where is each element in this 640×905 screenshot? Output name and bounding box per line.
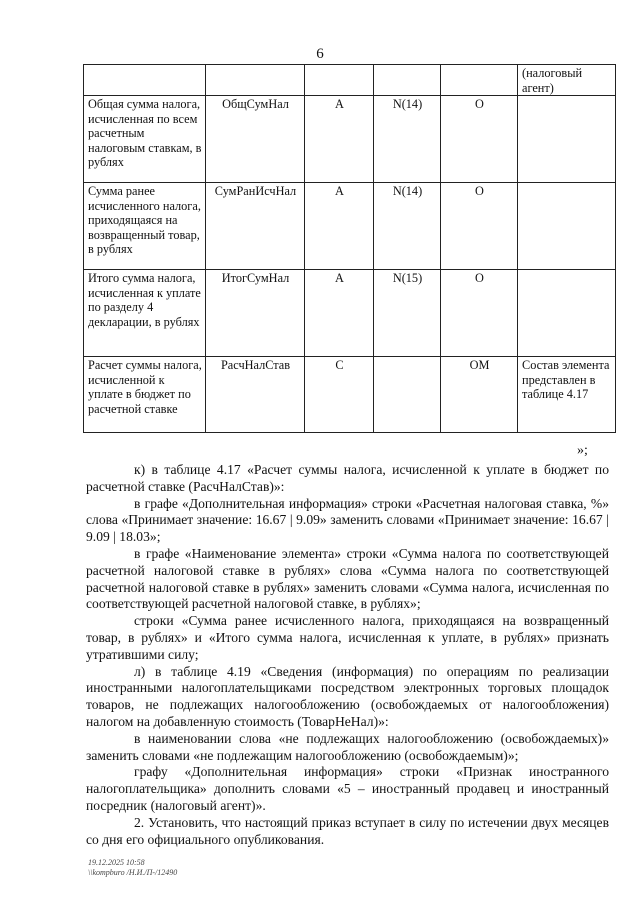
cell-additional-info: Состав элемента представлен в таблице 4.17: [518, 357, 616, 433]
cell-element-type: А: [305, 183, 374, 270]
cell-element-format: N(14): [374, 183, 441, 270]
cell-element-type: А: [305, 270, 374, 357]
cell-element-format: [374, 65, 441, 96]
cell-element-name: Общая сумма налога, исчисленная по всем расчетным налоговым ставкам, в рублях: [84, 96, 206, 183]
cell-additional-info: [518, 96, 616, 183]
cell-element-format: [374, 357, 441, 433]
cell-element-required: ОМ: [441, 357, 518, 433]
cell-element-format: N(15): [374, 270, 441, 357]
paragraph-k-rate: в графе «Дополнительная информация» строки «Расчетная налоговая ставка, %» слова «Принимает значение: 16.67 | 9.09» заменить словами «Принимает значение: 16.67 | 9.09 | 18.03»;: [86, 495, 609, 545]
paragraph-k-repeal: строки «Сумма ранее исчисленного налога, приходящаяся на возвращенный товар, в рублях» и «Итого сумма налога, исчисленная к уплате, в рублях» признать утратившими силу;: [86, 613, 609, 662]
footer-timestamp: 19.12.2025 10:58: [88, 858, 145, 867]
cell-additional-info: (налоговый агент): [518, 65, 616, 96]
table-body: [84, 65, 616, 433]
table-row: [84, 183, 616, 270]
cell-element-format: N(14): [374, 96, 441, 183]
table-row: [84, 270, 616, 357]
cell-element-code: ОбщСумНал: [206, 96, 305, 183]
amendment-text: [86, 462, 609, 848]
cell-element-code: ИтогСумНал: [206, 270, 305, 357]
cell-element-code: РасчНалСтав: [206, 357, 305, 433]
cell-element-required: О: [441, 270, 518, 357]
cell-additional-info: [518, 183, 616, 270]
table-row: [84, 357, 616, 433]
paragraph-l-info: графу «Дополнительная информация» строки «Признак иностранного налогоплательщика» дополнить словами «5 – иностранный продавец и иностранный посредник (налоговый агент)».: [86, 764, 609, 813]
cell-element-name: Расчет суммы налога, исчисленной к уплате в бюджет по расчетной ставке: [84, 357, 206, 433]
cell-element-type: [305, 65, 374, 96]
cell-element-required: О: [441, 96, 518, 183]
cell-element-required: О: [441, 183, 518, 270]
cell-element-name: Сумма ранее исчисленного налога, приходящаяся на возвращенный товар, в рублях: [84, 183, 206, 270]
paragraph-k-name: в графе «Наименование элемента» строки «Сумма налога по соответствующей расчетной налоговой ставке в рублях» слова «Сумма налога по соответствующей расчетной налоговой ставке в рублях» заменить словами «Сумма налога, исчисленная по соответствующей расчетной налоговой ставке, в рублях»;: [86, 545, 609, 612]
table-closing-mark: »;: [577, 443, 588, 458]
document-footer: [88, 858, 177, 878]
footer-path: \\kompburo /Н.И./П-/12490: [88, 868, 178, 877]
cell-element-required: [441, 65, 518, 96]
table-row: [84, 65, 616, 96]
table-row: [84, 96, 616, 183]
paragraph-k: к) в таблице 4.17 «Расчет суммы налога, исчисленной к уплате в бюджет по расчетной ставке (РасчНалСтав)»:: [86, 462, 609, 494]
page-number: 6: [316, 46, 324, 62]
cell-element-type: С: [305, 357, 374, 433]
cell-element-code: [206, 65, 305, 96]
cell-element-type: А: [305, 96, 374, 183]
element-table: [83, 64, 616, 433]
paragraph-l: л) в таблице 4.19 «Сведения (информация) по операциям по реализации иностранными налогоплательщиками посредством электронных торговых площадок товаров, не подлежащих налогообложению (освобождаемых от налогообложения) налогом на добавленную стоимость (ТоварНеНал)»:: [86, 663, 609, 729]
cell-element-name: [84, 65, 206, 96]
paragraph-2-effective: 2. Установить, что настоящий приказ вступает в силу по истечении двух месяцев со дня его официального опубликования.: [86, 814, 609, 847]
cell-additional-info: [518, 270, 616, 357]
paragraph-l-title: в наименовании слова «не подлежащих налогообложению (освобождаемых)» заменить словами «не подлежащим налогообложению (освобождаемым)»;: [86, 730, 609, 763]
cell-element-code: СумРанИсчНал: [206, 183, 305, 270]
cell-element-name: Итого сумма налога, исчисленная к уплате по разделу 4 декларации, в рублях: [84, 270, 206, 357]
